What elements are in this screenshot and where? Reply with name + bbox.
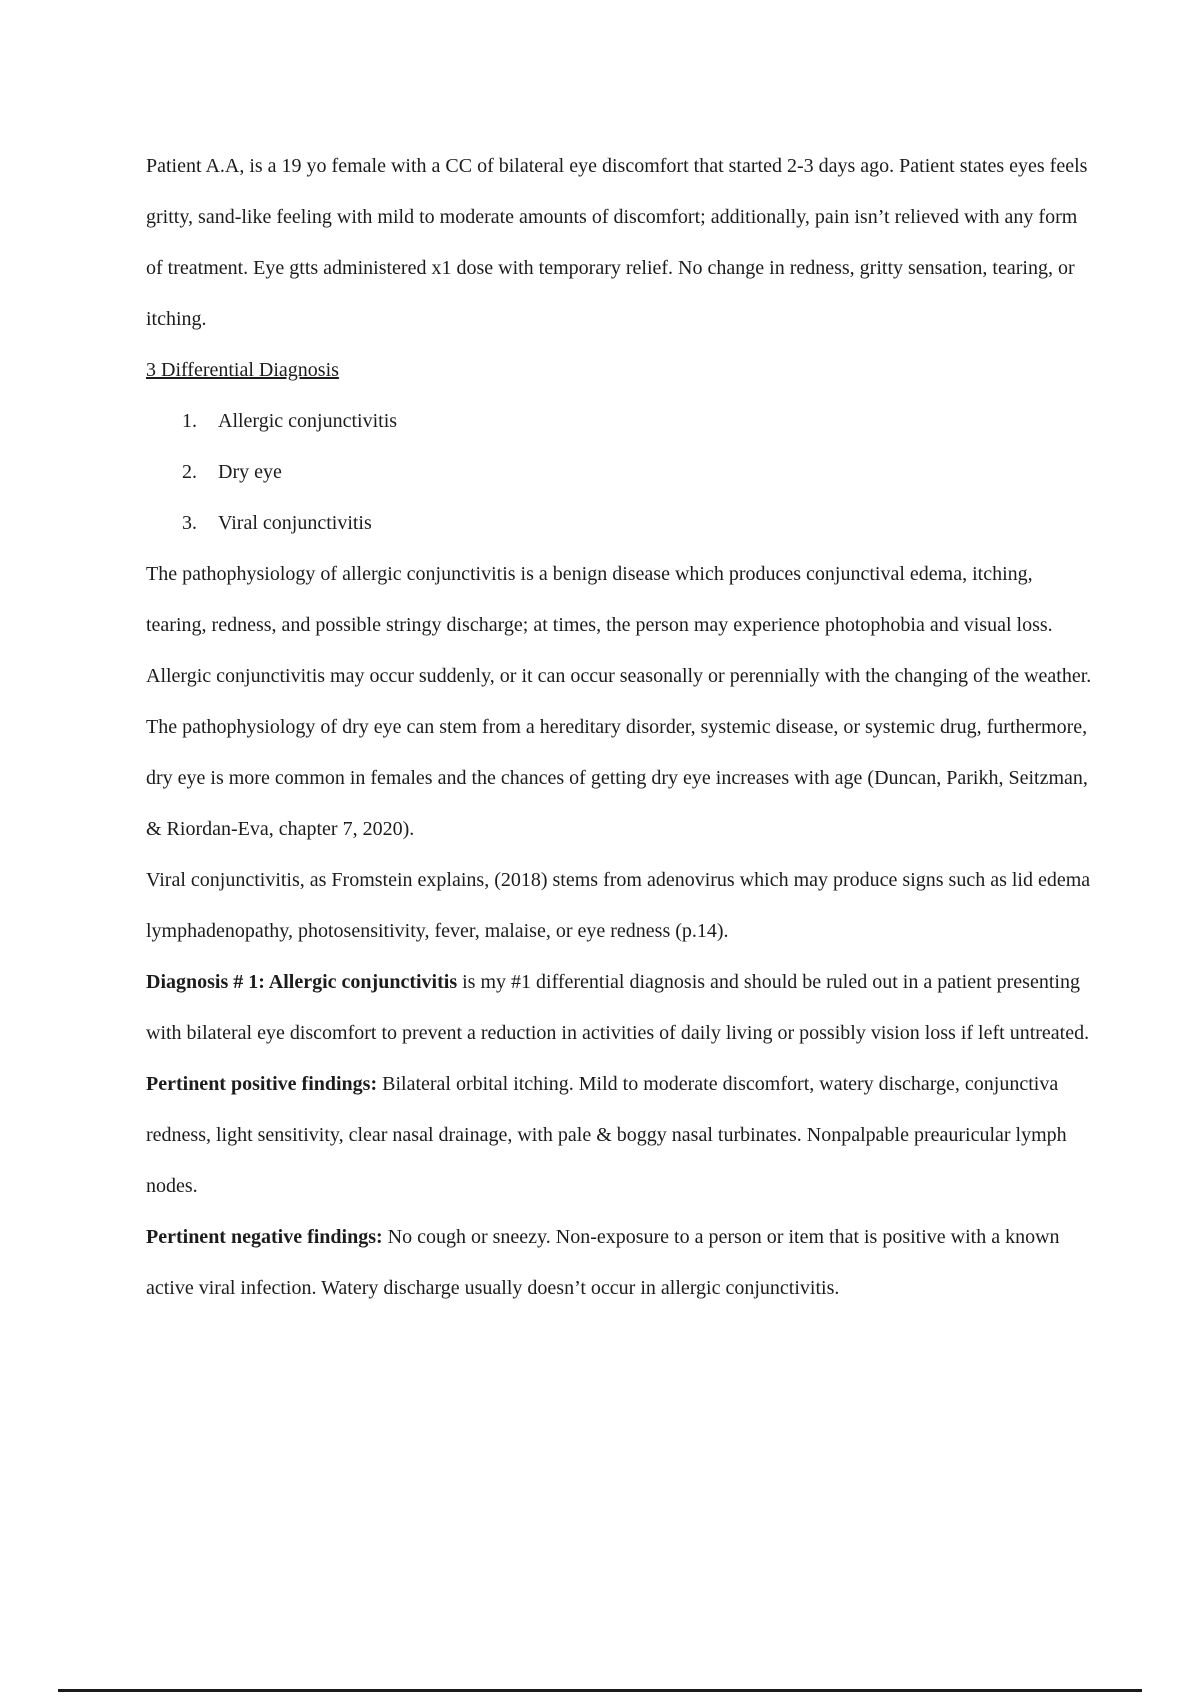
list-item-label: Viral conjunctivitis: [218, 512, 372, 534]
diagnosis-label: Diagnosis # 1: Allergic conjunctivitis: [146, 971, 458, 993]
list-item-number: 2.: [182, 461, 197, 483]
document-page: [146, 141, 1096, 1314]
pathophysiology-allergic-paragraph: The pathophysiology of allergic conjunctivitis is a benign disease which produces conjunctival edema, itching, tearing, redness, and possible stringy discharge; at times, the person may experience photophobia and visual loss. Allergic conjunctivitis may occur suddenly, or it can occur seasonally or perennially with the changing of the weather.: [146, 563, 1092, 687]
list-item: [146, 396, 1096, 447]
diagnosis-paragraph: [146, 957, 1096, 1059]
list-item-label: Allergic conjunctivitis: [218, 410, 398, 432]
differential-heading: 3 Differential Diagnosis: [146, 359, 339, 381]
negative-findings-paragraph: [146, 1212, 1096, 1314]
intro-paragraph: Patient A.A, is a 19 yo female with a CC of bilateral eye discomfort that started 2-3 days ago. Patient states eyes feels gritty, sand-like feeling with mild to moderate amounts of discomfort; additionally, pain isn’t relieved with any form of treatment. Eye gtts administered x1 dose with temporary relief. No change in redness, gritty sensation, tearing, or itching.: [146, 155, 1088, 330]
positive-findings-text: Bilateral orbital itching. Mild to moderate discomfort, watery discharge, conjunctiva redness, light sensitivity, clear nasal drainage, with pale & boggy nasal turbinates. Nonpalpable preauricular lymph nodes.: [146, 1073, 1067, 1197]
list-item-number: 1.: [182, 410, 197, 432]
diagnosis-text: is my #1 differential diagnosis and should be ruled out in a patient presenting with bilateral eye discomfort to prevent a reduction in activities of daily living or possibly vision loss if left untreated.: [146, 971, 1090, 1044]
positive-findings-label: Pertinent positive findings:: [146, 1073, 378, 1095]
list-item-number: 3.: [182, 512, 197, 534]
list-item-label: Dry eye: [218, 461, 282, 483]
pathophysiology-viral-paragraph: Viral conjunctivitis, as Fromstein explains, (2018) stems from adenovirus which may produce signs such as lid edema lymphadenopathy, photosensitivity, fever, malaise, or eye redness (p.14).: [146, 869, 1091, 942]
differential-list: [146, 396, 1096, 549]
list-item: [146, 447, 1096, 498]
list-item: [146, 498, 1096, 549]
positive-findings-paragraph: [146, 1059, 1096, 1212]
negative-findings-text: No cough or sneezy. Non-exposure to a person or item that is positive with a known active viral infection. Watery discharge usually doesn’t occur in allergic conjunctivitis.: [146, 1226, 1060, 1299]
negative-findings-label: Pertinent negative findings:: [146, 1226, 383, 1248]
pathophysiology-dry-eye-paragraph: The pathophysiology of dry eye can stem from a hereditary disorder, systemic disease, or systemic drug, furthermore, dry eye is more common in females and the chances of getting dry eye increases with age (Duncan, Parikh, Seitzman, & Riordan-Eva, chapter 7, 2020).: [146, 716, 1088, 840]
page-bottom-divider: [58, 1689, 1142, 1692]
